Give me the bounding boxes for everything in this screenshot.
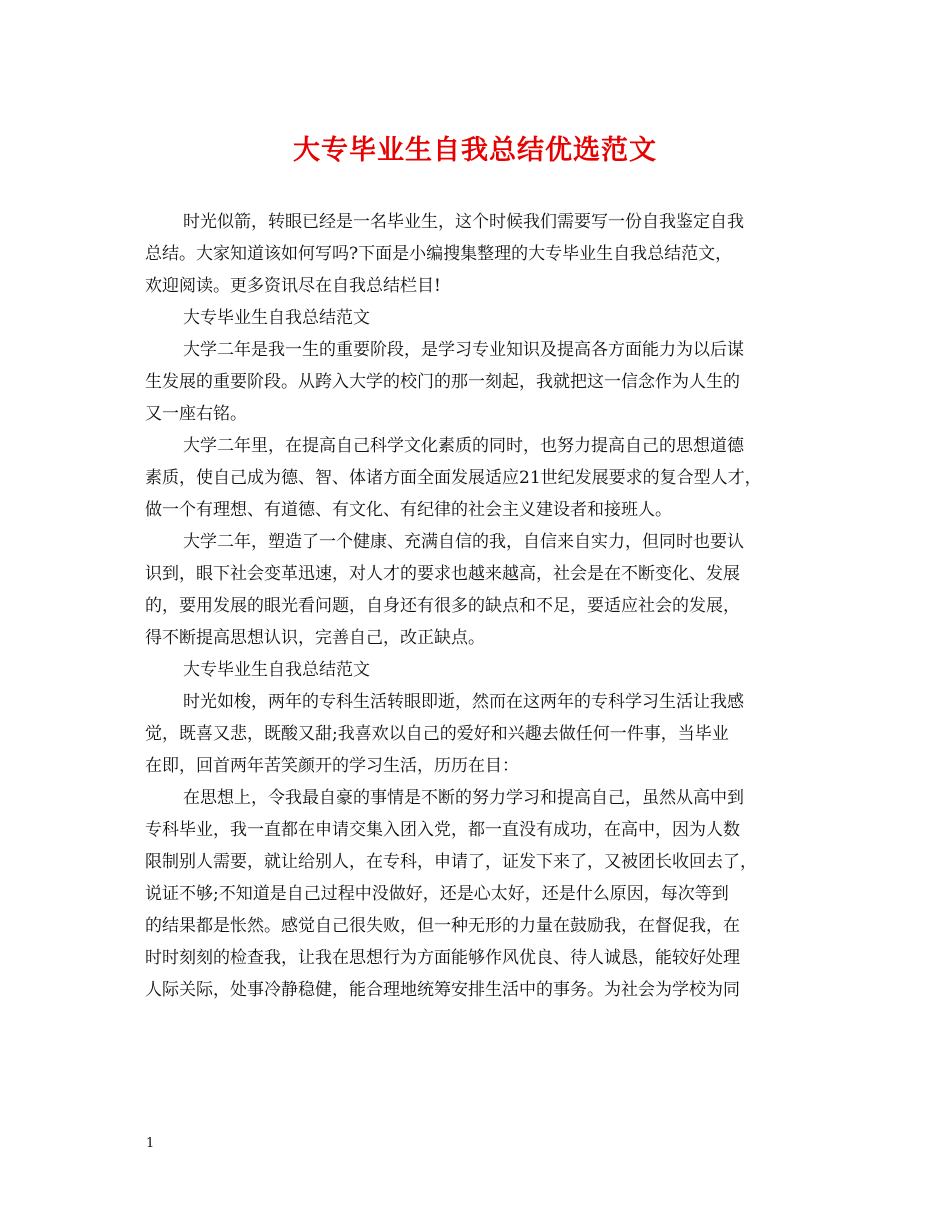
text-line: 时光似箭，转眼已经是一名毕业生，这个时候我们需要写一份自我鉴定自我 (183, 212, 744, 232)
section-heading: 大专毕业生自我总结范文 (183, 660, 370, 680)
text-line: 做一个有理想、有道德、有文化、有纪律的社会主义建设者和接班人。 (145, 500, 672, 520)
text-line: 人际关际，处事冷静稳健，能合理地统筹安排生活中的事务。为社会为学校为同 (145, 980, 740, 1000)
text-line: 得不断提高思想认识，完善自己，改正缺点。 (145, 628, 485, 648)
text-line: 识到，眼下社会变革迅速，对人才的要求也越来越高，社会是在不断变化、发展 (145, 564, 740, 584)
text-line: 总结。大家知道该如何写吗?下面是小编搜集整理的大专毕业生自我总结范文， (145, 244, 733, 264)
text-line: 的，要用发展的眼光看问题，自身还有很多的缺点和不足，要适应社会的发展， (145, 596, 740, 616)
text-line: 觉，既喜又悲，既酸又甜;我喜欢以自己的爱好和兴趣去做任何一件事，当毕业 (145, 724, 729, 744)
text-line: 素质，使自己成为德、智、体诸方面全面发展适应21世纪发展要求的复合型人才， (145, 468, 762, 488)
page-number: 1 (146, 1136, 155, 1151)
text-line: 在思想上，令我最自豪的事情是不断的努力学习和提高自己，虽然从高中到 (183, 788, 744, 808)
text-line: 说证不够;不知道是自己过程中没做好，还是心太好，还是什么原因，每次等到 (145, 884, 729, 904)
text-line: 的结果都是怅然。感觉自己很失败，但一种无形的力量在鼓励我，在督促我，在 (145, 916, 740, 936)
text-line: 大学二年是我一生的重要阶段，是学习专业知识及提高各方面能力为以后谋 (183, 340, 744, 360)
section-heading: 大专毕业生自我总结范文 (183, 308, 370, 328)
document-body (145, 206, 815, 1006)
text-line: 大学二年里，在提高自己科学文化素质的同时，也努力提高自己的思想道德 (183, 436, 744, 456)
text-line: 在即，回首两年苦笑颜开的学习生活，历历在目： (145, 756, 519, 776)
text-line: 生发展的重要阶段。从跨入大学的校门的那一刻起，我就把这一信念作为人生的 (145, 372, 740, 392)
text-line: 限制别人需要，就让给别人，在专科，申请了，证发下来了，又被团长收回去了， (145, 852, 757, 872)
document-title: 大专毕业生自我总结优选范文 (293, 135, 657, 166)
text-line: 专科毕业，我一直都在申请交集入团入党，都一直没有成功，在高中，因为人数 (145, 820, 740, 840)
text-line: 欢迎阅读。更多资讯尽在自我总结栏目! (145, 276, 441, 296)
text-line: 又一座右铭。 (145, 404, 247, 424)
text-line: 时时刻刻的检查我，让我在思想行为方面能够作风优良、待人诚恳，能较好处理 (145, 948, 740, 968)
text-line: 大学二年，塑造了一个健康、充满自信的我，自信来自实力，但同时也要认 (183, 532, 744, 552)
text-line: 时光如梭，两年的专科生活转眼即逝，然而在这两年的专科学习生活让我感 (183, 692, 744, 712)
